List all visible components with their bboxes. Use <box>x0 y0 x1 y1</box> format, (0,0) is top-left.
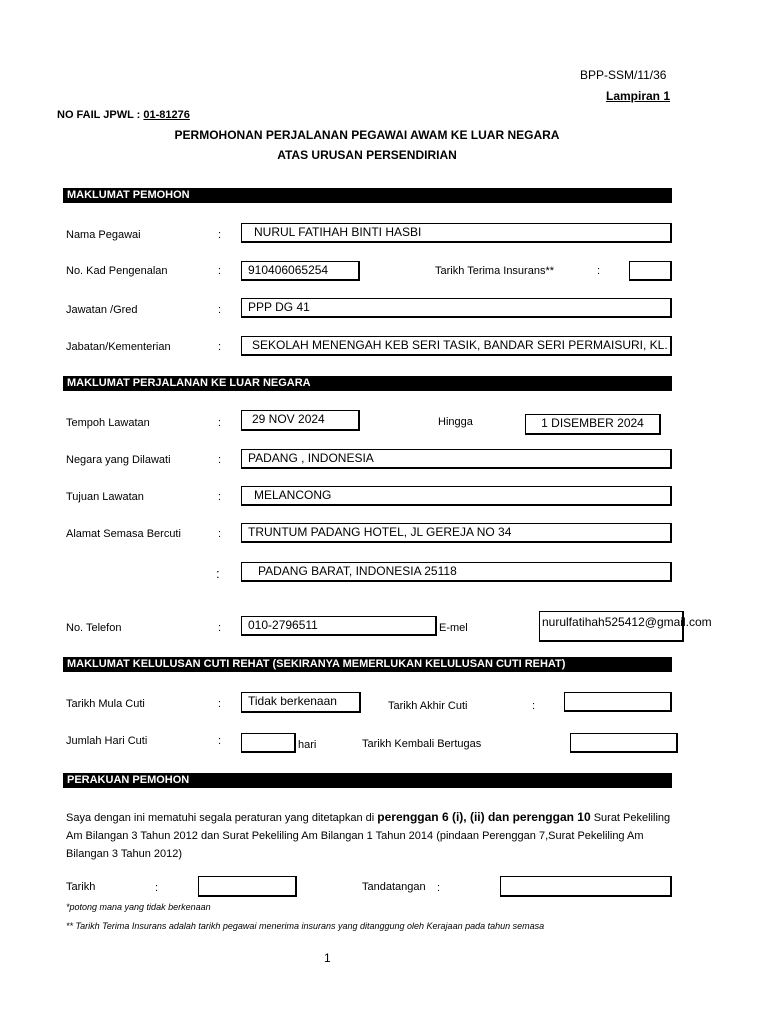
email-field[interactable]: nurulfatihah525412@gmail.com <box>539 611 684 642</box>
colon: : <box>218 341 222 353</box>
colon: : <box>218 304 222 316</box>
department-label: Jabatan/Kementerian <box>66 341 171 353</box>
file-number-line <box>57 109 190 121</box>
travel-purpose-label: Tujuan Lawatan <box>66 491 144 503</box>
leave-end-label: Tarikh Akhir Cuti <box>388 700 468 712</box>
file-number-label: NO FAIL JPWL : <box>57 109 141 121</box>
return-date-field[interactable] <box>570 733 678 753</box>
signature-label: Tandatangan <box>362 881 426 893</box>
section-header-leave: MAKLUMAT KELULUSAN CUTI REHAT (SEKIRANYA MEMERLUKAN KELULUSAN CUTI REHAT) <box>63 657 672 672</box>
colon: : <box>218 265 222 277</box>
colon: : <box>437 882 441 894</box>
destination-country-field[interactable]: PADANG , INDONESIA <box>241 449 672 469</box>
colon: : <box>218 491 222 503</box>
footnote-insurance-date: ** Tarikh Terima Insurans adalah tarikh pegawai menerima insurans yang ditanggung oleh Kerajaan pada tahun semasa <box>66 921 545 931</box>
colon: : <box>218 229 222 241</box>
position-grade-label: Jawatan /Gred <box>66 304 138 316</box>
phone-field[interactable]: 010-2796511 <box>241 616 437 636</box>
form-title-line-2: ATAS URUSAN PERSENDIRIAN <box>277 148 457 162</box>
return-date-label: Tarikh Kembali Bertugas <box>362 738 482 750</box>
colon: : <box>218 698 222 710</box>
employee-name-label: Nama Pegawai <box>66 229 141 241</box>
travel-purpose-field[interactable]: MELANCONG <box>241 486 672 506</box>
section-header-applicant: MAKLUMAT PEMOHON <box>63 188 672 203</box>
travel-end-date-field[interactable]: 1 DISEMBER 2024 <box>525 414 661 435</box>
leave-end-field[interactable] <box>564 692 672 712</box>
file-number-value: 01-81276 <box>143 109 190 121</box>
colon: : <box>218 454 222 466</box>
insurance-date-field[interactable] <box>629 261 672 281</box>
phone-label: No. Telefon <box>66 622 122 634</box>
attachment-label: Lampiran 1 <box>606 89 671 103</box>
colon: : <box>218 622 222 634</box>
page-number: 1 <box>324 951 331 965</box>
form-reference-code: BPP-SSM/11/36 <box>580 68 667 82</box>
declaration-text <box>66 808 676 863</box>
holiday-address-line-1-field[interactable]: TRUNTUM PADANG HOTEL, JL GEREJA NO 34 <box>241 523 672 543</box>
date-label: Tarikh <box>66 881 96 893</box>
footnote-strike-out: *potong mana yang tidak berkenaan <box>66 902 211 912</box>
holiday-address-label: Alamat Semasa Bercuti <box>66 528 181 540</box>
destination-country-label: Negara yang Dilawati <box>66 454 171 466</box>
ic-number-field[interactable]: 910406065254 <box>241 261 360 281</box>
declaration-text-part-2: Surat Pekeliling Am Bilangan 3 Tahun 2012 dan Surat Pekeliling Am Bilangan 1 Tahun 2014 (pindaan Perenggan 7,Surat Pekeliling Am Bilangan 3 Tahun 2012) <box>66 812 671 860</box>
insurance-date-label: Tarikh Terima Insurans** <box>435 265 555 277</box>
section-header-travel: MAKLUMAT PERJALANAN KE LUAR NEGARA <box>63 376 672 391</box>
signature-field[interactable] <box>500 876 672 897</box>
colon: : <box>532 700 536 712</box>
holiday-address-line-2-field[interactable]: PADANG BARAT, INDONESIA 25118 <box>241 562 672 582</box>
colon: : <box>218 417 222 429</box>
colon: : <box>218 528 222 540</box>
travel-period-label: Tempoh Lawatan <box>66 417 150 429</box>
email-label: E-mel <box>439 622 468 634</box>
section-header-declaration: PERAKUAN PEMOHON <box>63 773 672 788</box>
leave-start-label: Tarikh Mula Cuti <box>66 698 145 710</box>
date-field[interactable] <box>198 876 297 897</box>
employee-name-field[interactable]: NURUL FATIHAH BINTI HASBI <box>241 223 672 243</box>
leave-days-field[interactable] <box>241 733 296 753</box>
declaration-text-bold: perenggan 6 (i), (ii) dan perenggan 10 <box>377 810 591 824</box>
until-label: Hingga <box>438 416 473 428</box>
ic-number-label: No. Kad Pengenalan <box>66 265 168 277</box>
days-unit-label: hari <box>298 739 317 751</box>
colon: : <box>597 265 601 277</box>
leave-days-label: Jumlah Hari Cuti <box>66 735 148 747</box>
colon: : <box>155 882 159 894</box>
travel-start-date-field[interactable]: 29 NOV 2024 <box>241 410 360 431</box>
form-title-line-1: PERMOHONAN PERJALANAN PEGAWAI AWAM KE LUAR NEGARA <box>174 128 560 142</box>
colon: : <box>216 566 220 581</box>
department-field[interactable]: SEKOLAH MENENGAH KEB SERI TASIK, BANDAR SERI PERMAISURI, KL. <box>241 336 672 356</box>
colon: : <box>218 735 222 747</box>
leave-start-field[interactable]: Tidak berkenaan <box>241 692 361 713</box>
position-grade-field[interactable]: PPP DG 41 <box>241 298 672 318</box>
declaration-text-part-1: Saya dengan ini mematuhi segala peraturan yang ditetapkan di <box>66 812 378 824</box>
